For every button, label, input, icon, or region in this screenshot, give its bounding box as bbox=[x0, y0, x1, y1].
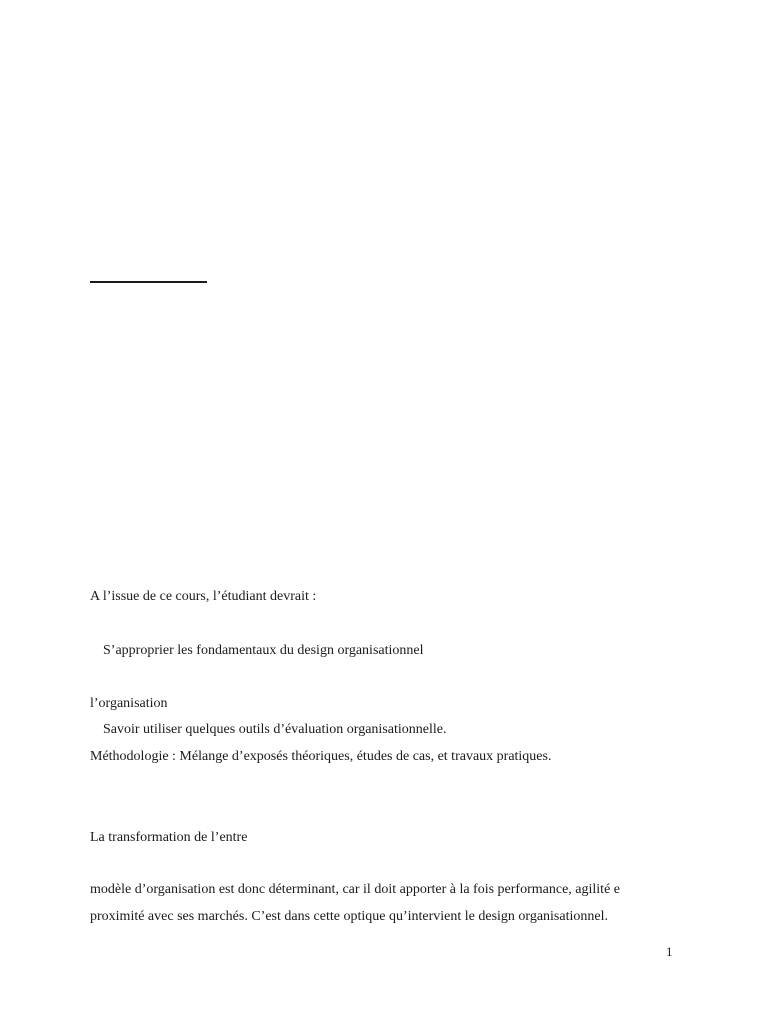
objective-item-tools: Savoir utiliser quelques outils d’évaluation organisationnelle. bbox=[103, 722, 447, 737]
objectives-intro: A l’issue de ce cours, l’étudiant devrait : bbox=[90, 589, 317, 604]
paragraph-line: modèle d’organisation est donc déterminant, car il doit apporter à la fois performance, agilité e bbox=[90, 882, 620, 897]
paragraph-line: proximité avec ses marchés. C’est dans cette optique qu’intervient le design organisationnel. bbox=[90, 909, 608, 924]
methodology-line: Méthodologie : Mélange d’exposés théoriques, études de cas, et travaux pratiques. bbox=[90, 749, 552, 764]
section-heading: La transformation de l’entre bbox=[90, 830, 248, 845]
objective-item-organisation: l’organisation bbox=[90, 696, 168, 711]
horizontal-rule bbox=[90, 281, 207, 283]
page-number: 1 bbox=[666, 944, 673, 959]
objective-item-fundamentals: S’approprier les fondamentaux du design organisationnel bbox=[103, 643, 424, 658]
